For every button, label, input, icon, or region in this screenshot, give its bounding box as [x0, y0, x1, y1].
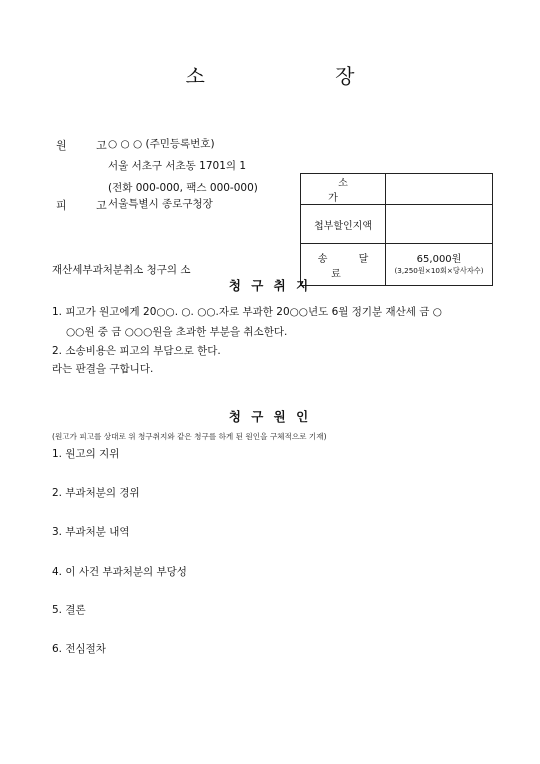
- fee-sub: (3,250원×10회×당사자수): [394, 266, 484, 276]
- claim-cause-item: 6. 전심절차: [52, 643, 106, 655]
- fee-row-stamp: [301, 205, 493, 244]
- claim-purpose-item-1-cont: ○○원 중 금 ○○○원을 초과한 부분을 취소한다.: [66, 326, 288, 338]
- claim-cause-item: 3. 부과처분 내역: [52, 526, 130, 538]
- fee-key: 첩부할인지액: [301, 205, 386, 244]
- plaintiff-label: 원 고: [56, 139, 120, 152]
- claim-purpose-heading: 청 구 취 지: [228, 278, 312, 293]
- fee-key-text: 송 달 료: [317, 253, 383, 280]
- document-title: 소 장: [185, 64, 417, 88]
- defendant-label: 피 고: [56, 199, 120, 212]
- fee-key-text: 소 가: [328, 178, 368, 204]
- plaintiff-contact: (전화 000-000, 팩스 000-000): [108, 182, 258, 194]
- fee-value: [386, 205, 493, 244]
- claim-purpose-item-1: 1. 피고가 원고에게 20○○. ○. ○○.자로 부과한 20○○년도 6월 정기분 재산세 금 ○: [52, 306, 442, 318]
- fee-key: [301, 174, 386, 205]
- claim-purpose-closing: 라는 판결을 구합니다.: [52, 363, 154, 375]
- defendant-name: 서울특별시 종로구청장: [108, 198, 213, 210]
- fee-value: [386, 174, 493, 205]
- fee-table: [300, 173, 493, 286]
- claim-cause-heading: 청 구 원 인: [228, 409, 312, 424]
- fee-row-value: [301, 174, 493, 205]
- plaintiff-address: 서울 서초구 서초동 1701의 1: [108, 160, 247, 172]
- claim-cause-item: 4. 이 사건 부과처분의 부당성: [52, 566, 187, 578]
- claim-cause-item: 2. 부과처분의 경위: [52, 487, 140, 499]
- claim-purpose-item-2: 2. 소송비용은 피고의 부담으로 한다.: [52, 345, 221, 357]
- claim-cause-note: (원고가 피고를 상대로 위 청구취지와 같은 청구를 하게 된 원인을 구체적으로 기재): [52, 432, 327, 441]
- claim-cause-item: 1. 원고의 지위: [52, 448, 120, 460]
- case-name: 재산세부과처분취소 청구의 소: [52, 264, 191, 276]
- claim-cause-item: 5. 결론: [52, 604, 86, 616]
- fee-value: 65,000원: [416, 254, 462, 266]
- plaintiff-name: ○ ○ ○ (주민등록번호): [108, 138, 215, 150]
